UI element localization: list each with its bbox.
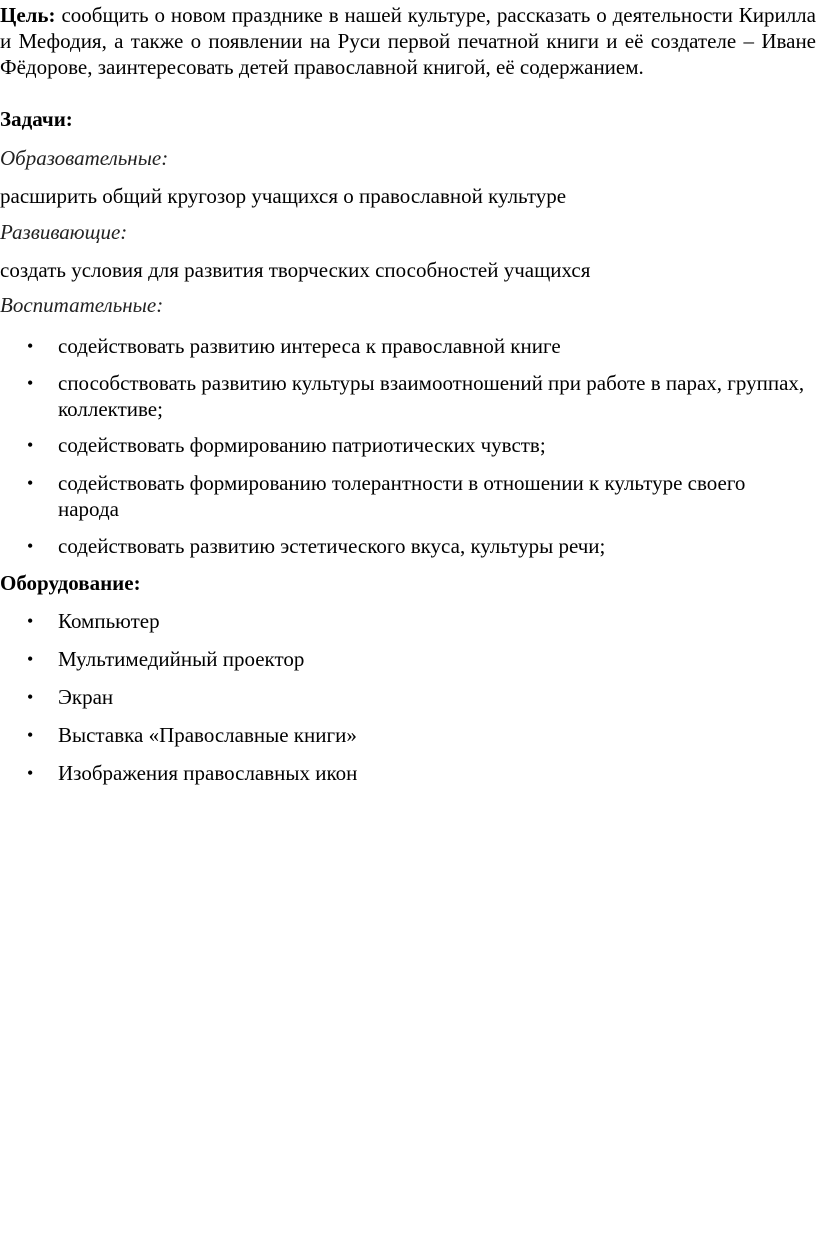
upbringing-label: Воспитательные: [0, 293, 164, 317]
goal-paragraph [0, 2, 816, 80]
list-item-text: содействовать развитию эстетического вкуса, культуры речи; [58, 534, 606, 558]
list-item-text: содействовать формированию толерантности в отношении к культуре своего народа [58, 471, 746, 521]
developing-label: Развивающие: [0, 220, 128, 244]
list-item-text: Экран [58, 685, 114, 709]
bullet-icon: • [27, 473, 34, 493]
educational-text: расширить общий кругозор учащихся о православной культуре [0, 184, 567, 208]
bullet-icon: • [27, 536, 34, 556]
developing-text: создать условия для развития творческих способностей учащихся [0, 258, 591, 282]
bullet-icon: • [27, 649, 34, 669]
tasks-heading: Задачи: [0, 107, 73, 131]
list-item-text: содействовать формированию патриотических чувств; [58, 433, 546, 457]
list-item-text: Выставка «Православные книги» [58, 723, 357, 747]
educational-label: Образовательные: [0, 146, 169, 170]
list-item-text: Мультимедийный проектор [58, 647, 305, 671]
goal-text: сообщить о новом празднике в нашей культуре, рассказать о деятельности Кирилла и Мефодия, а также о появлении на Руси первой печатной книги и её создателе – Иване Фёдорове, заинтересовать детей православной книгой, её содержанием. [0, 3, 816, 79]
list-item-text: способствовать развитию культуры взаимоотношений при работе в парах, группах, коллективе; [58, 371, 805, 421]
equipment-heading: Оборудование: [0, 571, 141, 595]
bullet-icon: • [27, 373, 34, 393]
goal-label: Цель: [0, 3, 56, 27]
bullet-icon: • [27, 336, 34, 356]
list-item-text: Изображения православных икон [58, 761, 358, 785]
bullet-icon: • [27, 763, 34, 783]
list-item-text: Компьютер [58, 609, 160, 633]
bullet-icon: • [27, 687, 34, 707]
bullet-icon: • [27, 611, 34, 631]
bullet-icon: • [27, 435, 34, 455]
bullet-icon: • [27, 725, 34, 745]
list-item-text: содействовать развитию интереса к православной книге [58, 334, 561, 358]
